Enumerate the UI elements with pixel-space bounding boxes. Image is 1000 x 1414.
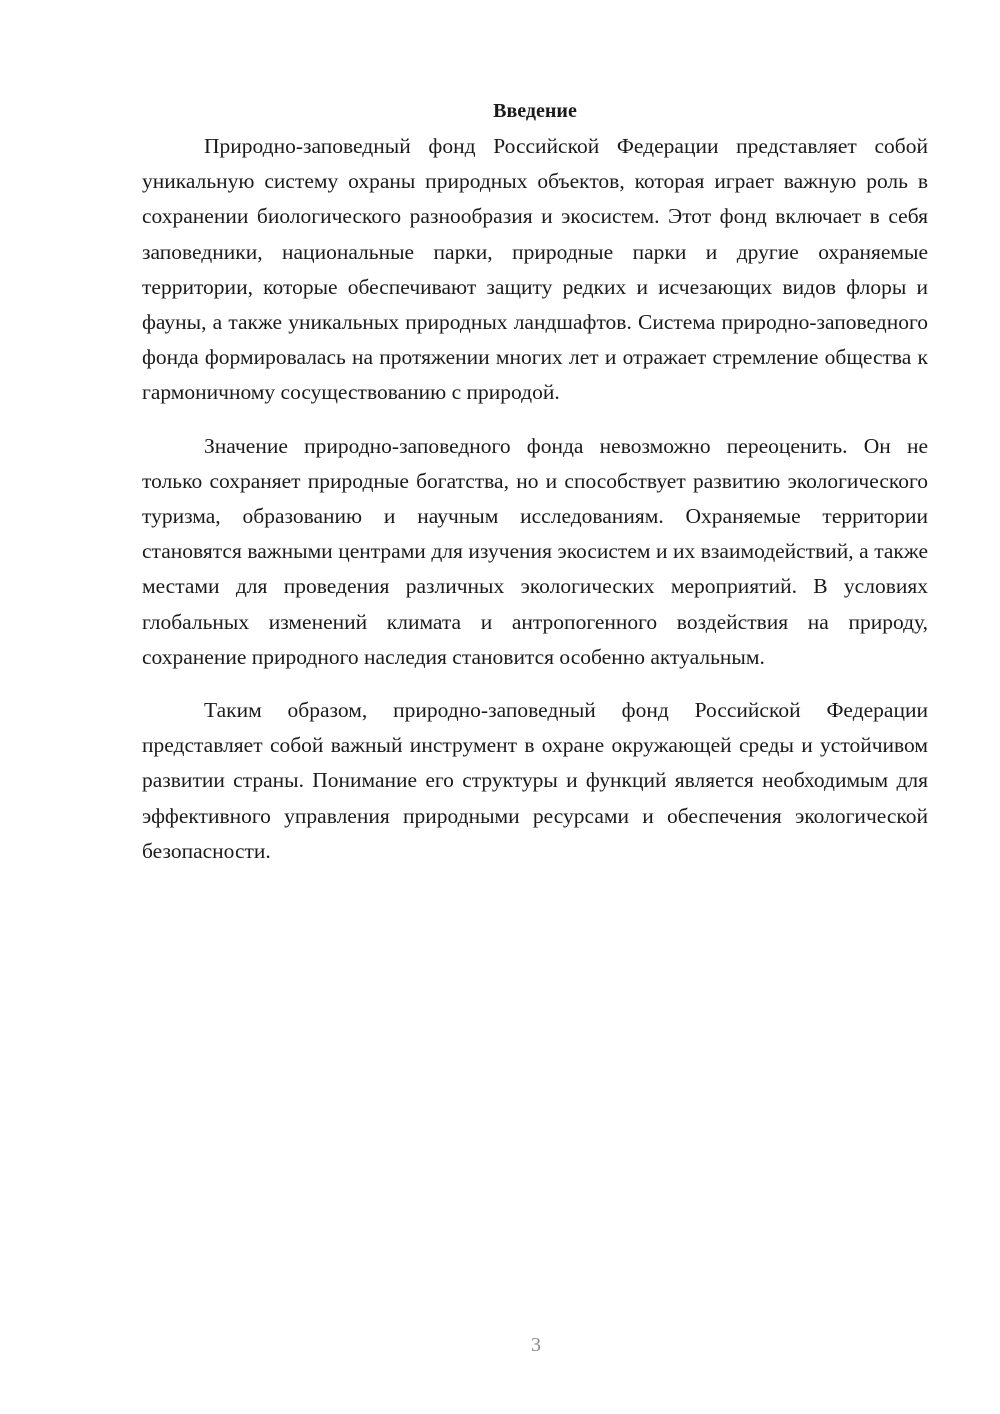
page-number: 3: [531, 1334, 541, 1356]
document-body: [142, 96, 928, 887]
paragraph-conclusion: Таким образом, природно-заповедный фонд Российской Федерации представляет собой важный инструмент в охране окружающей среды и устойчивом развитии страны. Понимание его структуры и функций является необходимым для эффективного управления природными ресурсами и обеспечения экологической безопасности.: [142, 698, 928, 863]
paragraph-significance: Значение природно-заповедного фонда невозможно переоценить. Он не только сохраняет природные богатства, но и способствует развитию экологического туризма, образованию и научным исследованиям. Охраняемые территории становятся важными центрами для изучения экосистем и их взаимодействий, а также местами для проведения различных экологических мероприятий. В условиях глобальных изменений климата и антропогенного воздействия на природу, сохранение природного наследия становится особенно актуальным.: [142, 433, 928, 669]
section-title: Введение: [493, 100, 577, 122]
paragraph-intro: Природно-заповедный фонд Российской Федерации представляет собой уникальную систему охраны природных объектов, которая играет важную роль в сохранении биологического разнообразия и экосистем. Этот фонд включает в себя заповедники, национальные парки, природные парки и другие охраняемые территории, которые обеспечивают защиту редких и исчезающих видов флоры и фауны, а также уникальных природных ландшафтов. Система природно-заповедного фонда формировалась на протяжении многих лет и отражает стремление общества к гармоничному сосуществованию с природой.: [142, 134, 928, 405]
